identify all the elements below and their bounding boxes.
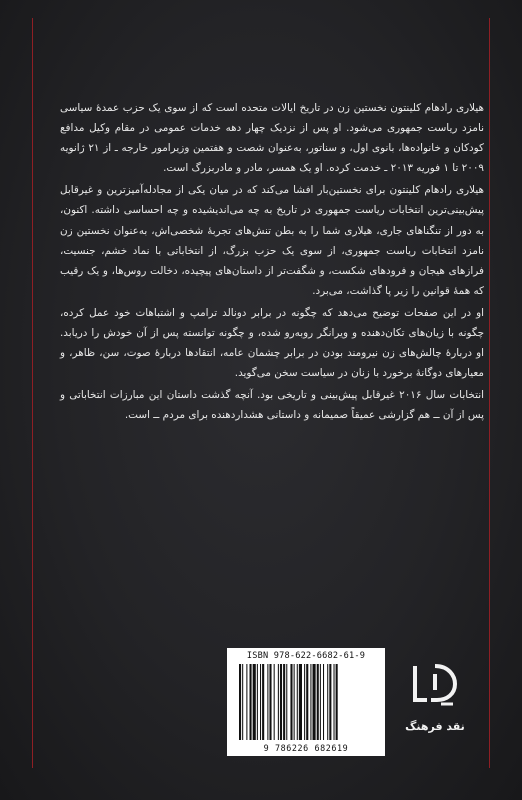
blurb-paragraph-4: انتخابات سال ۲۰۱۶ غیرقابل پیش‌بینی و تاریخی بود. آنچه گذشت داستان این مبارزات انتخاباتی و پس از آن ــ هم گزارشی عمیقاً صمیمانه و داستانی هشداردهنده برای مردم ــ است.: [60, 389, 484, 422]
left-red-rule: [32, 18, 33, 768]
isbn-label: ISBN 978-622-6682-61-9: [246, 651, 366, 661]
isbn-barcode: [227, 648, 385, 756]
blurb-paragraph-2: هیلاری رادهام کلینتون برای نخستین‌بار افشا می‌کند که در میان یکی از مجادله‌آمیزترین و غیرقابل پیش‌بینی‌ترین انتخابات ریاست جمهوری در تاریخ به چه می‌اندیشیده و چه احساسی داشته. اکنون، به دور از تنگناهای جاری، هیلاری شما را به بطن تنش‌های تجربهٔ شخصی‌اش، به‌عنوان نخستین زن نامزد انتخابات ریاست جمهوری، از سوی یک حزب بزرگ، از انتخاباتی با نماد خشم، جنسیت، فرازهای هیجان و فرودهای شکست، و شگفت‌تر از داستان‌های پیچیده، دخالت روس‌ها، و یک رقیب که همهٔ قوانین را زیر پا گذاشت، می‌برد.: [60, 184, 484, 297]
publisher-logo-icon: [405, 660, 465, 710]
blurb-paragraph-3: او در این صفحات توضیح می‌دهد که چگونه در برابر دونالد ترامپ و اشتباهات خود عمل کرده، چگونه با زیان‌های تکان‌دهنده و ویرانگر روبه‌رو شده، و چگونه توانسته پس از آن خودش را دریابد. او دربارهٔ چالش‌های زن نیرومند بودن در برابر چشمان عامه، انتقادها دربارهٔ صوت، سن، ظاهر، و معیارهای دوگانهٔ برخورد با زنان در سیاست سخن می‌گوید.: [60, 306, 484, 380]
back-cover-blurb: [60, 98, 484, 426]
barcode-bars: [237, 664, 375, 742]
barcode-digits: 9 786226 682619: [263, 743, 349, 753]
right-red-rule: [489, 18, 490, 768]
blurb-paragraph-1: هیلاری رادهام کلینتون نخستین زن در تاریخ ایالات متحده است که از سوی یک حزب عمدهٔ سیاسی نامزد ریاست جمهوری می‌شود. او پس از نزدیک چهار دهه خدمات عمومی در مقام وکیل مدافع کودکان و خانواده‌ها، بانوی اول، و سناتور، به‌عنوان شصت و هفتمین وزیرامور خارجه ـ از ۲۱ ژانویه ۲۰۰۹ تا ۱ فوریه ۲۰۱۳ ـ خدمت کرده. او یک همسر، مادر و مادربزرگ است.: [60, 102, 484, 175]
publisher-name: نقد فرهنگ: [405, 720, 465, 733]
